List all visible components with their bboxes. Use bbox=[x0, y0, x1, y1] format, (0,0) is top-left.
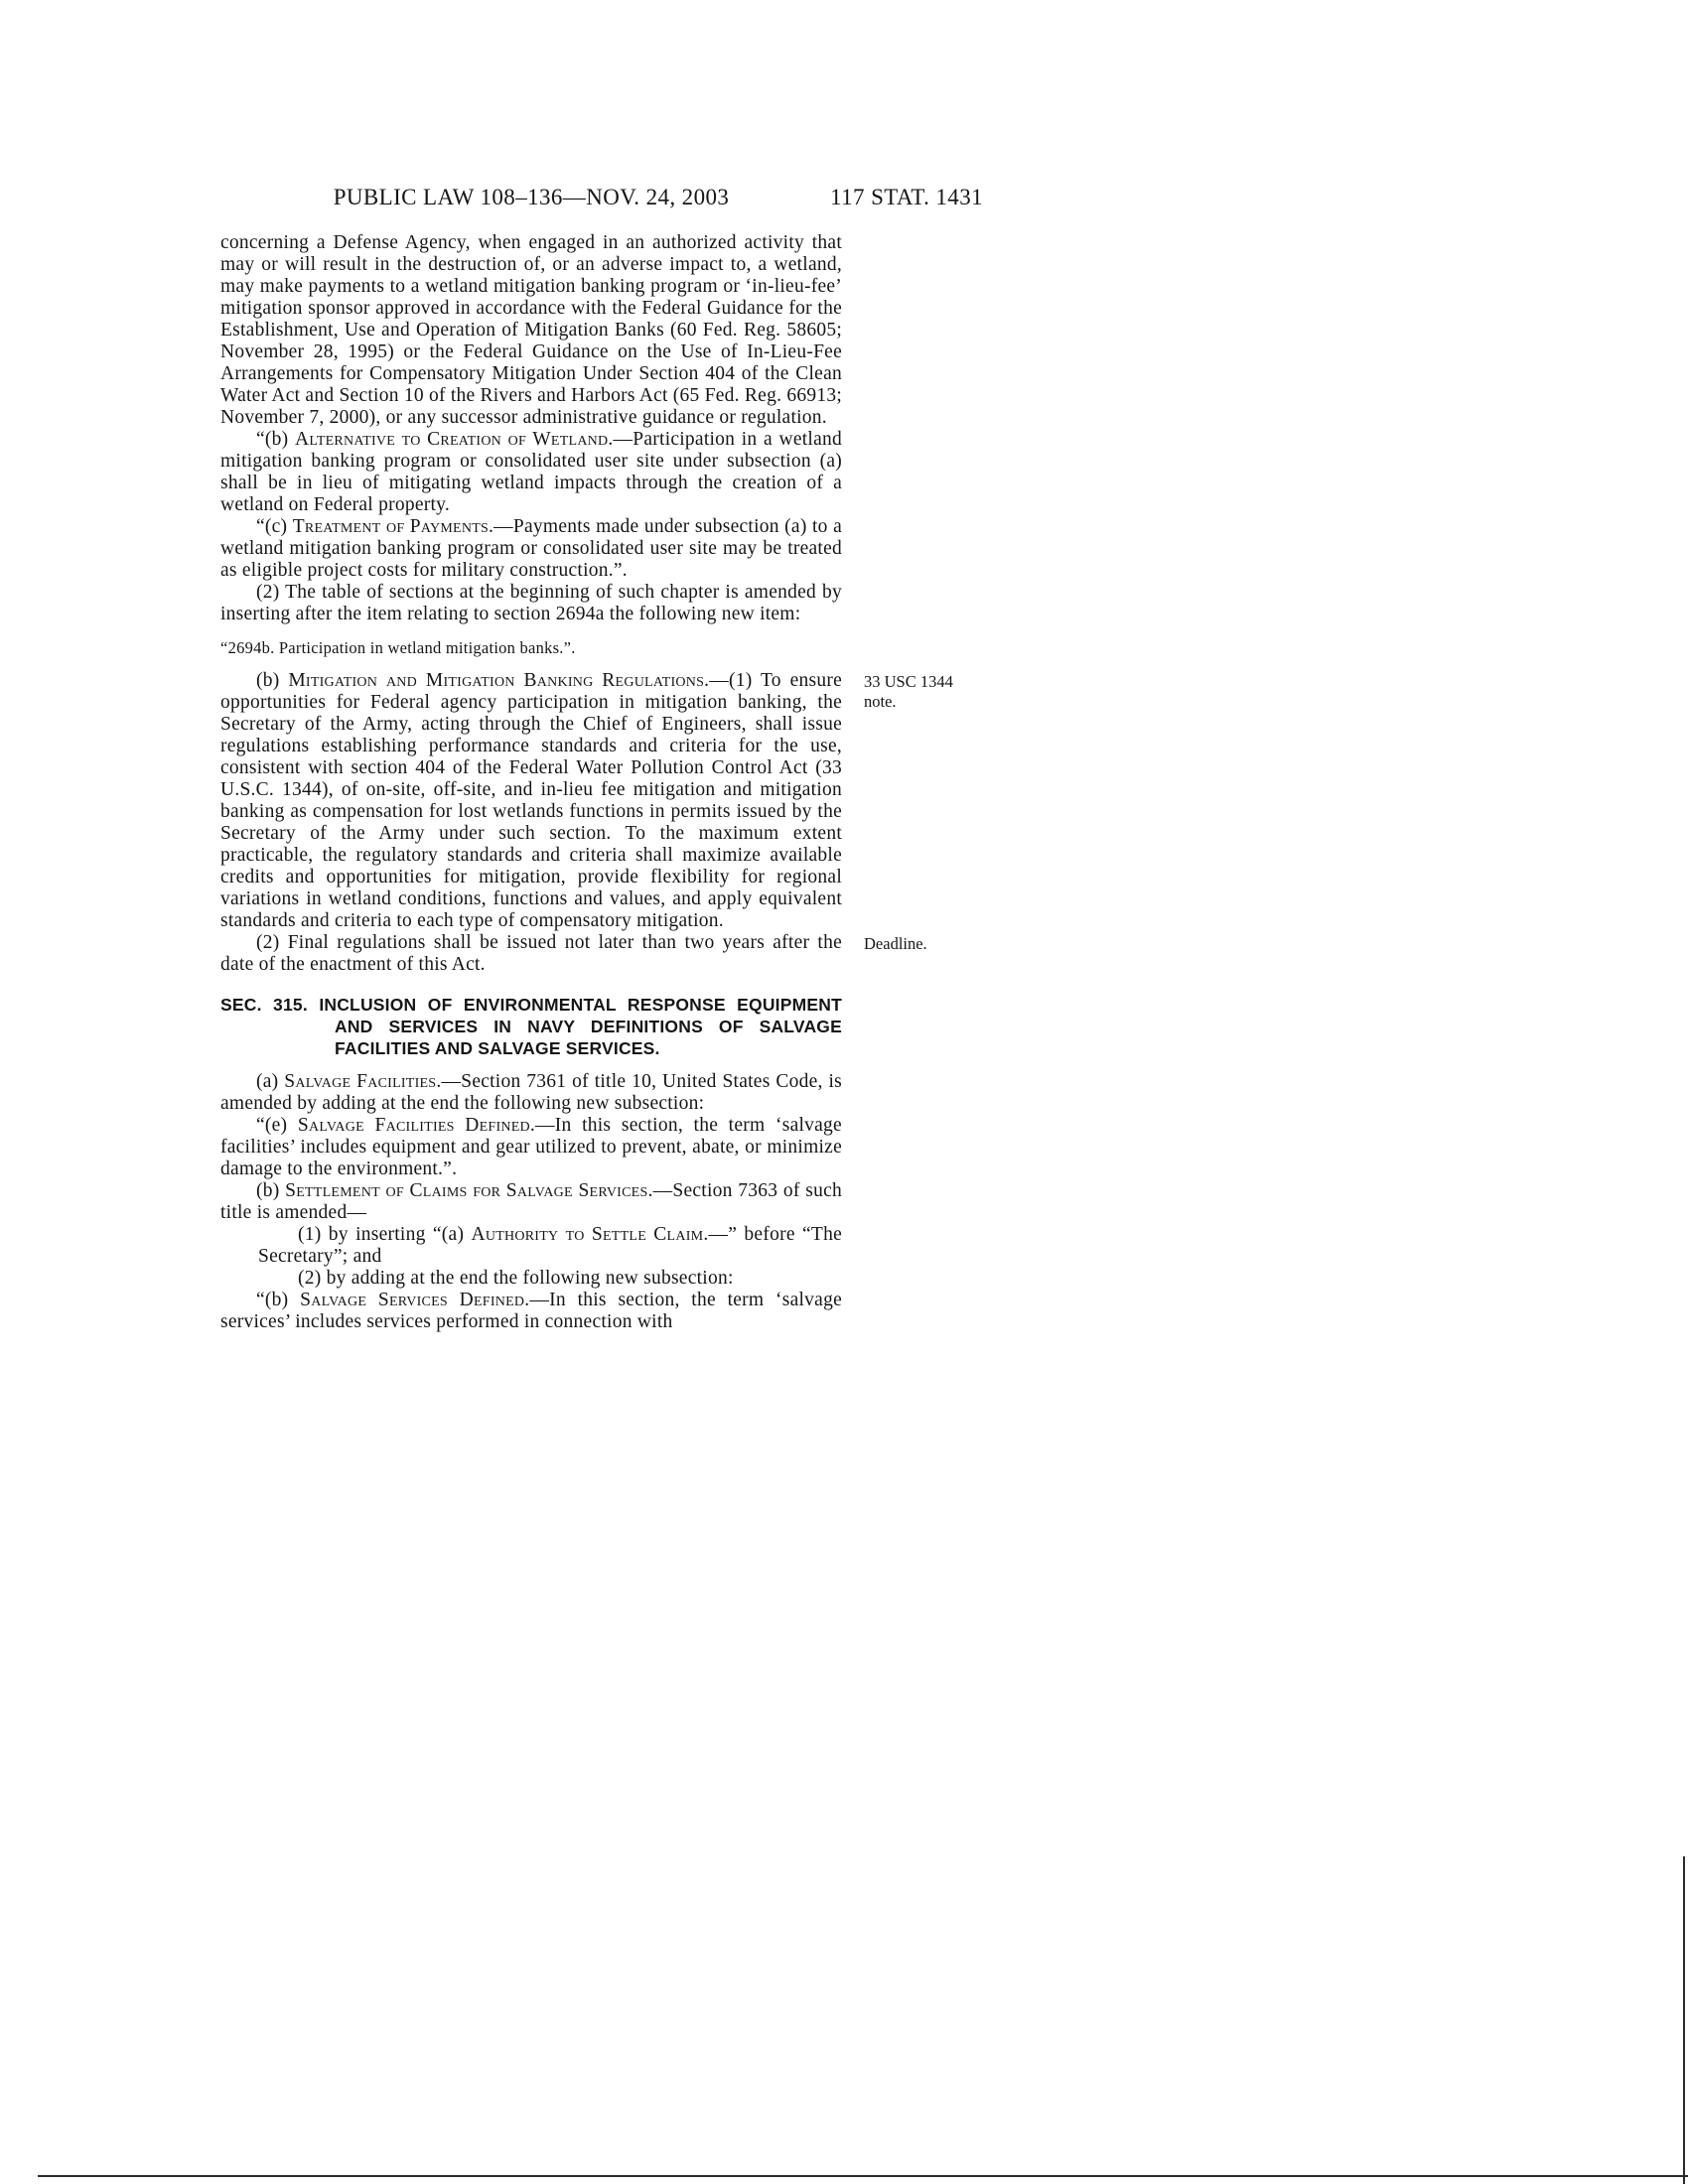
text-run: “(b) bbox=[256, 1290, 301, 1310]
scan-edge-line-bottom bbox=[38, 2175, 1688, 2177]
paragraph-2-final-regulations bbox=[220, 932, 927, 976]
text-run: (2) The table of sections at the beginning of such chapter is amended by inserting after the item relating to section 2694a the following new item: bbox=[220, 582, 842, 624]
text-run: .—(1) To ensure opportunities for Federal agency participation in mitigation banking, the Secretary of the Army, acting through the Chief of Engineers, shall issue regulations establishing performance standards and criteria for the use, consistent with section 404 of the Federal Water Pollution Control Act (33 U.S.C. 1344), of on-site, off-site, and in-lieu fee mitigation and mitigation banking as compensation for lost wetlands functions in permits issued by the Secretary of the Army under such section. To the maximum extent practicable, the regulatory standards and criteria shall maximize available credits and opportunities for mitigation, provide flexibility for regional variations in wetland conditions, functions and values, and apply equivalent standards and criteria to each type of compensatory mitigation. bbox=[220, 670, 842, 931]
text-run: .—In this section, the term ‘salvage facilities’ includes equipment and gear utilized to prevent, abate, or minimize damage to the environment.”. bbox=[220, 1115, 842, 1179]
small-caps-run: Salvage Facilities bbox=[284, 1071, 437, 1092]
text-run: “(e) bbox=[256, 1115, 298, 1136]
text-run: SEC. 315. INCLUSION OF ENVIRONMENTAL RESPONSE EQUIPMENT AND SERVICES IN NAVY DEFINITIONS OF SALVAGE FACILITIES AND SALVAGE SERVICES. bbox=[220, 995, 842, 1058]
text-run: (1) by inserting “(a) bbox=[298, 1224, 472, 1245]
paragraph-b-alternative-to-creation bbox=[220, 429, 842, 516]
small-caps-run: Treatment of Payments bbox=[292, 516, 490, 537]
paragraph-e-salvage-facilities-defined bbox=[220, 1115, 842, 1180]
paragraph-item-1-authority-to-settle-claim bbox=[258, 1224, 842, 1268]
small-caps-run: Salvage Services Defined bbox=[300, 1290, 525, 1310]
section-heading-sec-315 bbox=[220, 994, 842, 1059]
small-caps-run: Authority to Settle Claim bbox=[471, 1224, 704, 1245]
paragraph-toc-item-2694b bbox=[220, 638, 842, 657]
text-run: (b) bbox=[256, 670, 289, 691]
text-run: (2) Final regulations shall be issued not later than two years after the date of the enactment of this Act. bbox=[220, 932, 842, 975]
text-run: .—Participation in a wetland mitigation banking program or consolidated user site under subsection (a) shall be in lieu of mitigating wetland impacts through the creation of a wetland on Federal property. bbox=[220, 429, 842, 515]
text-run: .—Payments made under subsection (a) to a wetland mitigation banking program or consolidated user site may be treated as eligible project costs for military construction.”. bbox=[220, 516, 842, 581]
text-run: .—Section 7361 of title 10, United States Code, is amended by adding at the end the following new subsection: bbox=[220, 1071, 842, 1114]
paragraph-continuation bbox=[220, 232, 842, 429]
paragraph-b-settlement-of-claims bbox=[220, 1180, 842, 1224]
text-run: (2) by adding at the end the following new subsection: bbox=[298, 1268, 734, 1289]
paragraph-b-salvage-services-defined bbox=[220, 1290, 842, 1333]
paragraph-b-mitigation-banking-regulations bbox=[220, 670, 953, 932]
text-run: “(c) bbox=[256, 516, 293, 537]
text-run: concerning a Defense Agency, when engaged in an authorized activity that may or will result in the destruction of, or an adverse impact to, a wetland, may make payments to a wetland mitigation banking program or ‘in-lieu-fee’ mitigation sponsor approved in accordance with the Federal Guidance for the Establishment, Use and Operation of Mitigation Banks (60 Fed. Reg. 58605; November 28, 1995) or the Federal Guidance on the Use of In-Lieu-Fee Arrangements for Compensatory Mitigation Under Section 404 of the Clean Water Act and Section 10 of the Rivers and Harbors Act (65 Fed. Reg. 66913; November 7, 2000), or any successor administrative guidance or regulation. bbox=[220, 232, 842, 428]
statute-page-number: 117 STAT. 1431 bbox=[830, 185, 983, 209]
scan-edge-line-right bbox=[1683, 1856, 1685, 2184]
text-run: .—” before “The Secretary”; and bbox=[258, 1224, 843, 1267]
running-header bbox=[220, 185, 983, 214]
text-run: “2694b. Participation in wetland mitigation banks.”. bbox=[220, 638, 576, 657]
text-run: .—Section 7363 of such title is amended— bbox=[220, 1180, 842, 1223]
paragraph-2-table-of-sections bbox=[220, 582, 842, 625]
text-run: (b) bbox=[256, 1180, 286, 1201]
paragraph-a-salvage-facilities bbox=[220, 1071, 842, 1115]
small-caps-run: Alternative to Creation of Wetland bbox=[294, 429, 609, 450]
small-caps-run: Mitigation and Mitigation Banking Regulations bbox=[288, 670, 705, 691]
text-run: “(b) bbox=[256, 429, 295, 450]
text-run: (a) bbox=[256, 1071, 285, 1092]
public-law-header: PUBLIC LAW 108–136—NOV. 24, 2003 bbox=[333, 185, 730, 209]
margin-note: 33 USC 1344 note. bbox=[864, 672, 953, 711]
text-run: .—In this section, the term ‘salvage services’ includes services performed in connection with bbox=[220, 1290, 842, 1332]
document-body bbox=[220, 232, 953, 1333]
small-caps-run: Settlement of Claims for Salvage Services bbox=[285, 1180, 648, 1201]
paragraph-item-2-adding-new-subsection bbox=[258, 1268, 842, 1290]
small-caps-run: Salvage Facilities Defined bbox=[297, 1115, 530, 1136]
margin-note: Deadline. bbox=[864, 934, 927, 953]
paragraph-c-treatment-of-payments bbox=[220, 516, 842, 582]
